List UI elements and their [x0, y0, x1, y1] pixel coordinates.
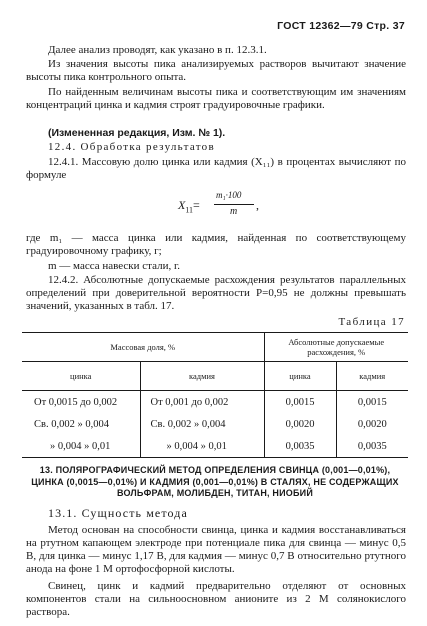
formula-numerator: m₁·100 — [216, 190, 242, 200]
cell-zinc-range: От 0,0015 до 0,002 — [34, 396, 118, 408]
table-sub-zinc: цинка — [70, 371, 92, 381]
table-sub-abs-zinc: цинка — [264, 362, 336, 391]
paragraph-graphs: По найденным величинам высоты пика и соответствующим им значениям концентраций цинка и кадмия строят градуировочные графики. — [26, 86, 406, 111]
table-row — [22, 413, 408, 435]
cell-cadmium-range: » 0,004 » 0,01 — [140, 435, 264, 458]
paragraph-method-basis: Метод основан на способности свинца, цинка и кадмия восстанавливаться на ртутном капающем электроде при потенциале пика для свинца — минус 0,5 В, для цинка — минус 1,17 В, для кадмия — минус 0,7 В относительно ртутного анода на фоне 1 М ортофосфорной кислоты. — [26, 524, 406, 575]
cell-abs-zinc: 0,0020 — [264, 413, 336, 435]
cell-zinc-range: Св. 0,002 » 0,004 — [34, 418, 109, 430]
paragraph-where-m1: где m₁ — масса цинка или кадмия, найденная по соответствующему градуировочному графику, г; — [26, 232, 406, 257]
table-row — [22, 391, 408, 414]
formula-fraction-bar — [214, 204, 254, 205]
cell-abs-cadmium: 0,0015 — [336, 391, 408, 414]
table-row — [22, 435, 408, 458]
paragraph-separation: Свинец, цинк и кадмий предварительно отделяют от основных компонентов стали на сильноосновном анионите из 2 М солянокислого раствора. — [26, 580, 406, 618]
paragraph-12-4-1: 12.4.1. Массовую долю цинка или кадмия (X₁₁) в процентах вычисляют по формуле — [26, 156, 406, 181]
table-sub-cadmium: кадмия — [140, 362, 264, 391]
cell-abs-cadmium: 0,0035 — [336, 435, 408, 458]
table-sub-abs-cadmium: кадмия — [336, 362, 408, 391]
cell-abs-zinc: 0,0035 — [264, 435, 336, 458]
paragraph-subtract: Из значения высоты пика анализируемых растворов вычитают значение высоты пика контрольного опыта. — [26, 58, 406, 83]
cell-cadmium-range: От 0,001 до 0,002 — [140, 391, 264, 414]
cell-cadmium-range: Св. 0,002 » 0,004 — [140, 413, 264, 435]
formula-lhs: $X_{11}=$ — [178, 198, 200, 215]
formula-comma: , — [256, 198, 259, 212]
table-caption: Таблица 17 — [338, 316, 405, 328]
paragraph-where-m: m — масса навески стали, г. — [48, 260, 180, 272]
section-13-title: 13. ПОЛЯРОГРАФИЧЕСКИЙ МЕТОД ОПРЕДЕЛЕНИЯ СВИНЦА (0,001—0,01%), ЦИНКА (0,0015—0,01%) И КАДМИЯ (0,001—0,01%) В СТАЛЯХ, НЕ СОДЕРЖАЩИХ ВОЛЬФРАМ, МОЛИБДЕН, ТИТАН, НИОБИЙ — [31, 465, 399, 498]
formula-denominator: m — [230, 206, 238, 217]
section-13-1-heading: 13.1. Сущность метода — [48, 506, 188, 520]
table-head-abs: Абсолютные допускаемые расхождения, % — [264, 333, 408, 362]
table-head-mass: Массовая доля, % — [22, 333, 264, 362]
cell-abs-cadmium: 0,0020 — [336, 413, 408, 435]
heading-12-4: 12.4. Обработка результатов — [48, 141, 215, 153]
cell-abs-zinc: 0,0015 — [264, 391, 336, 414]
page-header: ГОСТ 12362—79 Стр. 37 — [277, 20, 405, 32]
cell-zinc-range: » 0,004 » 0,01 — [50, 440, 111, 452]
formula-x11 — [178, 190, 308, 224]
amendment-note: (Измененная редакция, Изм. № 1). — [48, 127, 226, 139]
table-17 — [22, 332, 408, 458]
paragraph-analysis: Далее анализ проводят, как указано в п. 12.3.1. — [48, 44, 267, 56]
paragraph-12-4-2: 12.4.2. Абсолютные допускаемые расхождения результатов параллельных определений при доверительной вероятности P=0,95 не должны превышать значений, указанных в табл. 17. — [26, 274, 406, 312]
